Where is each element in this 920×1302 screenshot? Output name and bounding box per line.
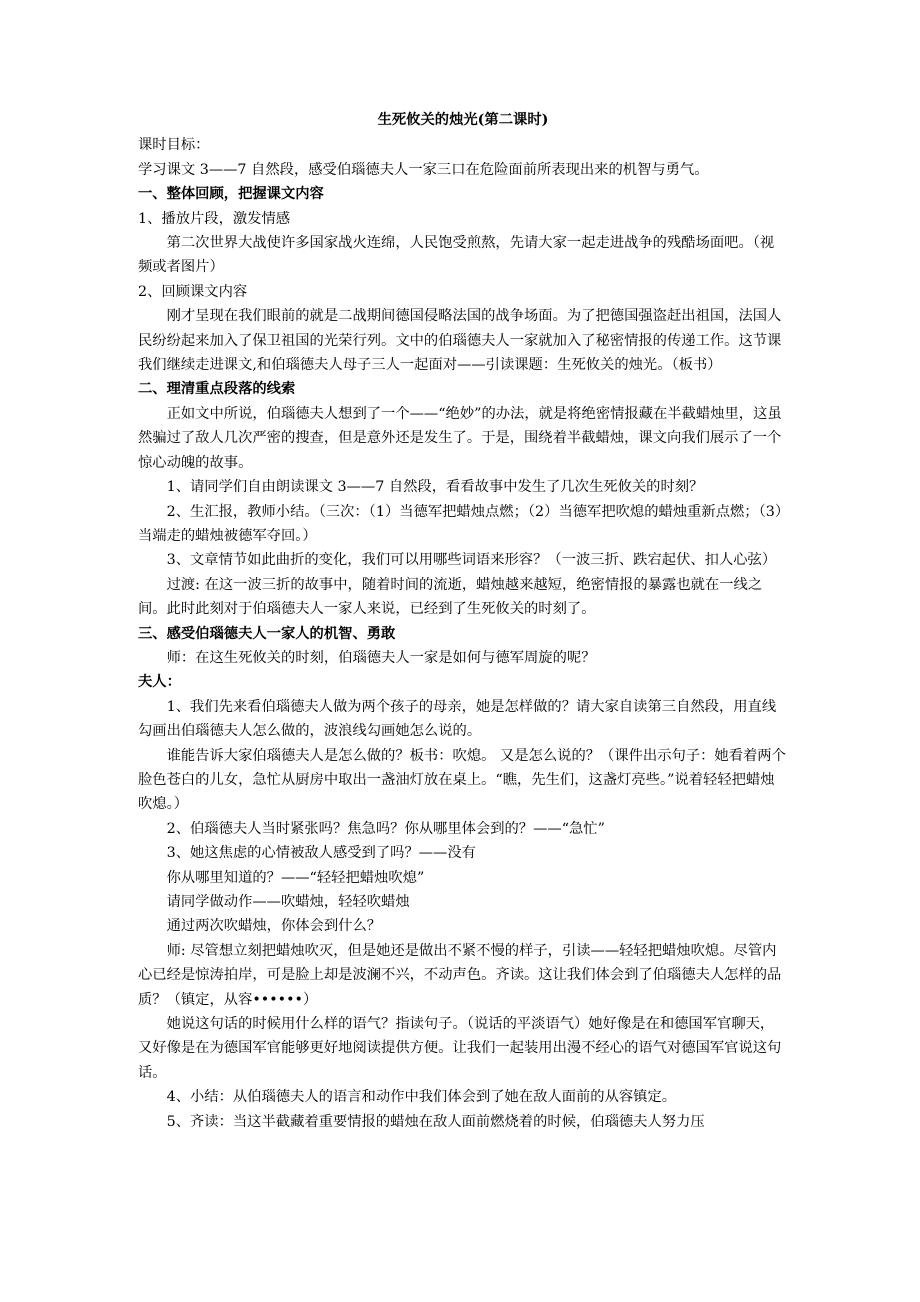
document-title: 生死攸关的烛光(第二课时) — [377, 112, 549, 128]
paragraph: 课时目标： — [138, 137, 210, 154]
paragraph: 1、请同学们自由朗读课文 3——7 自然段，看看故事中发生了几次生死攸关的时刻？ — [166, 479, 704, 496]
section-heading: 二、理清重点段落的线索 — [138, 381, 296, 398]
section-heading: 一、整体回顾，把握课文内容 — [138, 186, 324, 203]
paragraph: 5、齐读：当这半截藏着重要情报的蜡烛在敌人面前燃烧着的时候，伯瑙德夫人努力压 — [166, 1113, 705, 1130]
document-body — [138, 133, 788, 1134]
paragraph: 师：在这生死攸关的时刻，伯瑙德夫人一家是如何与德军周旋的呢？ — [166, 649, 596, 666]
paragraph: 4、小结：从伯瑙德夫人的语言和动作中我们体会到了她在敌人面前的从容镇定。 — [166, 1089, 677, 1106]
paragraph: 3、她这焦虑的心情被敌人感受到了吗？——没有 — [166, 845, 476, 862]
paragraph: 正如文中所说，伯瑙德夫人想到了一个——“绝妙”的办法，就是将绝密情报藏在半截蜡烛里，这虽然骗过了敌人几次严密的搜查，但是意外还是发生了。于是，围绕着半截蜡烛，课文向我们展示了一个惊心动魄的故事。 — [138, 405, 782, 471]
paragraph: 学习课文 3——7 自然段，感受伯瑙德夫人一家三口在危险面前所表现出来的机智与勇气。 — [138, 161, 709, 178]
paragraph: 过渡: 在这一波三折的故事中，随着时间的流逝，蜡烛越来越短，绝密情报的暴露也就在一线之间。此时此刻对于伯瑙德夫人一家人来说，已经到了生死攸关的时刻了。 — [138, 576, 763, 618]
section-heading: 夫人： — [138, 674, 181, 691]
paragraph: 2、伯瑙德夫人当时紧张吗？焦急吗？你从哪里体会到的？——“急忙” — [166, 820, 605, 837]
paragraph: 请同学做动作——吹蜡烛，轻轻吹蜡烛 — [166, 894, 410, 910]
document-page — [138, 108, 788, 1134]
paragraph: 她说这句话的时候用什么样的语气？指读句子。（说话的平淡语气）她好像是在和德国军官聊天，又好像是在为德国军官能够更好地阅读提供方便。让我们一起装用出漫不经心的语气对德国军官说这句话。 — [138, 1016, 782, 1081]
paragraph: 通过两次吹蜡烛，你体会到什么？ — [166, 918, 382, 935]
paragraph: 2、生汇报，教师小结。（三次：（1）当德军把蜡烛点燃；（2）当德军把吹熄的蜡烛重新点燃；（3）当端走的蜡烛被德军夺回。） — [138, 503, 782, 544]
paragraph: 第二次世界大战使许多国家战火连绵，人民饱受煎熬，先请大家一起走进战争的残酷场面吧。（视频或者图片） — [138, 235, 775, 276]
paragraph: 你从哪里知道的？——“轻轻把蜡烛吹熄” — [166, 869, 425, 886]
section-heading: 三、感受伯瑙德夫人一家人的机智、勇敢 — [138, 625, 396, 642]
paragraph: 3、文章情节如此曲折的变化，我们可以用哪些词语来形容？（一波三折、跌宕起伏、扣人心弦） — [166, 552, 777, 569]
paragraph: 1、我们先来看伯瑙德夫人做为两个孩子的母亲，她是怎样做的？请大家自读第三自然段，用直线勾画出伯瑙德夫人怎么做的，波浪线勾画她怎么说的。 — [138, 698, 777, 740]
paragraph: 谁能告诉大家伯瑙德夫人是怎么做的？板书：吹熄。 又是怎么说的？（课件出示句子：她看着两个脸色苍白的儿女，急忙从厨房中取出一盏油灯放在桌上。“瞧，先生们，这盏灯亮些。”说着轻轻把蜡烛吹熄。） — [138, 747, 786, 813]
paragraph: 师: 尽管想立刻把蜡烛吹灭，但是她还是做出不紧不慢的样子，引读——轻轻把蜡烛吹熄。尽管内心已经是惊涛拍岸，可是脸上却是波澜不兴，不动声色。齐读。这让我们体会到了伯瑙德夫人怎样的品质？（镇定，从容••••••） — [138, 942, 782, 1008]
paragraph: 2、回顾课文内容 — [138, 283, 248, 300]
paragraph: 1、播放片段，激发情感 — [138, 210, 291, 227]
paragraph: 刚才呈现在我们眼前的就是二战期间德国侵略法国的战争场面。为了把德国强盗赶出祖国，法国人民纷纷起来加入了保卫祖国的光荣行列。文中的伯瑙德夫人一家就加入了秘密情报的传递工作。这节课我们继续走进课文,和伯瑙德夫人母子三人一起面对——引读课题：生死攸关的烛光。（板书） — [138, 308, 782, 374]
